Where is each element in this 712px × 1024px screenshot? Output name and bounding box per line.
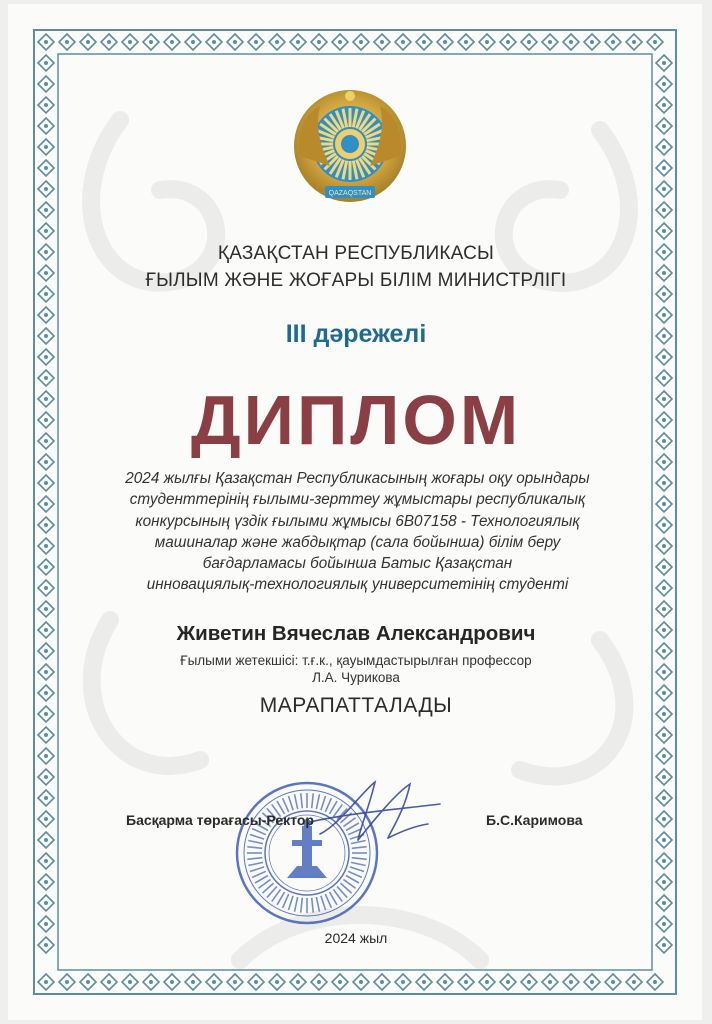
issue-year: 2024 жыл bbox=[324, 930, 388, 946]
supervisor-name: Л.А. Чурикова bbox=[312, 670, 400, 685]
description-line: конкурсының үздік ғылыми жұмысы 6В07158 - Технологиялық bbox=[135, 512, 580, 530]
svg-text:QAZAQSTAN: QAZAQSTAN bbox=[328, 190, 372, 197]
description-line: инновациялық-технологиялық университетінің студенті bbox=[146, 576, 569, 594]
ministry-name: ҒЫЛЫМ ЖӘНЕ ЖОҒАРЫ БІЛІМ МИНИСТРЛІГІ bbox=[145, 270, 567, 291]
rector-signature bbox=[300, 774, 445, 854]
signatory-title: Басқарма төрағасы-Ректор bbox=[126, 812, 314, 828]
description-line: машиналар және жабдықтар (сала бойынша) білім беру bbox=[154, 533, 561, 551]
description-line: бағдарламасы бойынша Батыс Қазақстан bbox=[202, 555, 513, 573]
degree-level: III дәрежелі bbox=[285, 320, 427, 348]
diploma-title: ДИПЛОМ bbox=[190, 381, 522, 459]
signatory-name: Б.С.Каримова bbox=[486, 812, 583, 828]
kazakhstan-state-emblem-icon bbox=[285, 86, 415, 212]
description-line: студенттерінің ғылыми-зерттеу жұмыстары республикалық bbox=[129, 491, 586, 509]
recipient-name: Живетин Вячеслав Александрович bbox=[176, 622, 536, 645]
description-line: 2024 жылғы Қазақстан Республикасының жоғары оқу орындары bbox=[125, 470, 590, 487]
supervisor-title: Ғылыми жетекшісі: т.ғ.к., қауымдастырылған профессор bbox=[180, 653, 532, 668]
award-description bbox=[95, 468, 620, 596]
ministry-country: ҚАЗАҚСТАН РЕСПУБЛИКАСЫ bbox=[217, 243, 495, 264]
awarded-label: МАРАПАТТАЛАДЫ bbox=[259, 694, 453, 717]
